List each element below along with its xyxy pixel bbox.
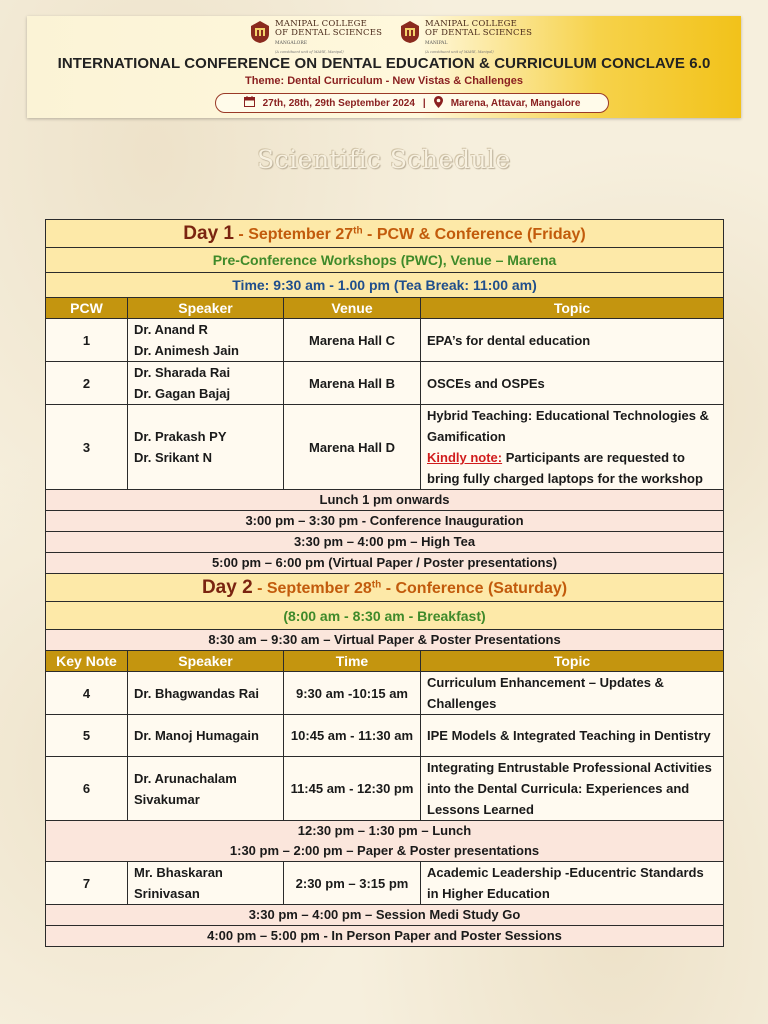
calendar-icon [244, 96, 255, 110]
speaker-name: Dr. Prakash PY [134, 429, 227, 444]
day1-heading-row [46, 220, 724, 248]
topic-cell: EPA’s for dental education [421, 319, 724, 362]
table-row [46, 319, 724, 362]
speaker-name: Dr. Animesh Jain [134, 343, 239, 358]
time-cell: 9:30 am -10:15 am [284, 672, 421, 715]
col-header-pcw: PCW [46, 298, 128, 319]
col-header-keynote: Key Note [46, 651, 128, 672]
mcods-mangalore-logo [249, 20, 382, 57]
conference-dates: 27th, 28th, 29th September 2024 [262, 97, 415, 109]
page-title: Scientific Schedule [257, 145, 511, 174]
day1-table-header [46, 298, 724, 319]
time-cell: 10:45 am - 11:30 am [284, 715, 421, 757]
college-emblem-icon [399, 20, 421, 44]
workshop-note [427, 447, 717, 489]
info-separator: | [422, 97, 426, 109]
topic-cell [421, 405, 724, 490]
day2-breakfast-row [46, 602, 724, 630]
date-venue-pill [215, 93, 609, 113]
keynote-number: 4 [46, 672, 128, 715]
day2-heading-row [46, 574, 724, 602]
day1-time-row [46, 273, 724, 298]
keynote-number: 6 [46, 757, 128, 821]
logo-line-3: MANGALORE [275, 41, 307, 46]
table-row [46, 405, 724, 490]
band-text: 8:30 am – 9:30 am – Virtual Paper & Poster Presentations [46, 630, 724, 651]
col-header-speaker: Speaker [128, 651, 284, 672]
day1-date: September 27 [248, 225, 354, 243]
pcw-number: 2 [46, 362, 128, 405]
day1-time-line: Time: 9:30 am - 1.00 pm (Tea Break: 11:00 am) [232, 277, 537, 293]
col-header-topic: Topic [421, 651, 724, 672]
pcw-number: 3 [46, 405, 128, 490]
speaker-name: Dr. Anand R [134, 322, 208, 337]
schedule-band [46, 821, 724, 862]
table-row [46, 862, 724, 905]
day1-pwc-row [46, 248, 724, 273]
table-row [46, 362, 724, 405]
day2-table-header [46, 651, 724, 672]
band-text: 3:30 pm – 4:00 pm – High Tea [46, 532, 724, 553]
day2-title: Day 2 [201, 576, 253, 598]
schedule-band [46, 532, 724, 553]
pcw-number: 1 [46, 319, 128, 362]
schedule-band [46, 553, 724, 574]
logo-line-1: MANIPAL COLLEGE [275, 19, 368, 29]
schedule-band [46, 905, 724, 926]
col-header-time: Time [284, 651, 421, 672]
speaker-cell: Mr. Bhaskaran Srinivasan [128, 862, 284, 905]
schedule-band [46, 490, 724, 511]
venue-cell: Marena Hall B [284, 362, 421, 405]
band-text: 5:00 pm – 6:00 pm (Virtual Paper / Poster presentations) [46, 553, 724, 574]
speaker-cell: Dr. Arunachalam Sivakumar [128, 757, 284, 821]
day2-separator: - [252, 579, 267, 597]
speaker-cell [128, 405, 284, 490]
speaker-cell: Dr. Manoj Humagain [128, 715, 284, 757]
venue-cell: Marena Hall D [284, 405, 421, 490]
schedule-band [46, 630, 724, 651]
location-pin-icon [434, 96, 443, 111]
note-label: Kindly note: [427, 450, 503, 465]
conference-banner [27, 16, 741, 118]
conference-venue: Marena, Attavar, Mangalore [450, 97, 581, 109]
band-text: 3:00 pm – 3:30 pm - Conference Inauguration [46, 511, 724, 532]
logo-line-2: OF DENTAL SCIENCES [275, 28, 383, 38]
day2-breakfast-line: (8:00 am - 8:30 am - Breakfast) [283, 607, 486, 624]
venue-cell: Marena Hall C [284, 319, 421, 362]
table-row [46, 672, 724, 715]
logo-line-4: (A constituent unit of MAHE, Manipal) [425, 50, 494, 54]
speaker-name: Dr. Gagan Bajaj [134, 386, 231, 401]
conference-title: INTERNATIONAL CONFERENCE ON DENTAL EDUCATION & CURRICULUM CONCLAVE 6.0 [57, 55, 711, 72]
logo-line-4: (A constituent unit of MAHE, Manipal) [275, 50, 344, 54]
keynote-number: 7 [46, 862, 128, 905]
day1-subtitle: - PCW & Conference (Friday) [362, 225, 586, 243]
table-row [46, 715, 724, 757]
day2-date: September 28 [266, 579, 372, 597]
keynote-number: 5 [46, 715, 128, 757]
col-header-speaker: Speaker [128, 298, 284, 319]
topic-cell: Integrating Entrustable Professional Activities into the Dental Curricula: Experiences and Lessons Learned [421, 757, 724, 821]
day1-separator: - [233, 225, 249, 243]
mcods-manipal-logo [399, 20, 532, 57]
logo-line-1: MANIPAL COLLEGE [425, 19, 518, 29]
band-text: 3:30 pm – 4:00 pm – Session Medi Study Go [46, 905, 724, 926]
logo-line-3: MANIPAL [425, 41, 448, 46]
time-cell: 11:45 am - 12:30 pm [284, 757, 421, 821]
topic-cell: OSCEs and OSPEs [421, 362, 724, 405]
topic-cell: Curriculum Enhancement – Updates & Challenges [421, 672, 724, 715]
day1-date-suffix: th [353, 225, 363, 237]
schedule-band [46, 511, 724, 532]
speaker-cell: Dr. Bhagwandas Rai [128, 672, 284, 715]
schedule-band [46, 926, 724, 947]
band-text: 12:30 pm – 1:30 pm – Lunch [297, 823, 472, 838]
speaker-cell [128, 319, 284, 362]
note-text: Participants are requested to bring fully charged laptops for the workshop [427, 450, 703, 486]
day1-title: Day 1 [183, 222, 234, 244]
conference-theme: Theme: Dental Curriculum - New Vistas & Challenges [245, 75, 523, 87]
col-header-venue: Venue [284, 298, 421, 319]
topic-cell: IPE Models & Integrated Teaching in Dentistry [421, 715, 724, 757]
speaker-name: Dr. Srikant N [134, 450, 213, 465]
table-row [46, 757, 724, 821]
logo-line-2: OF DENTAL SCIENCES [425, 28, 533, 38]
college-emblem-icon [249, 20, 271, 44]
topic-text: Hybrid Teaching: Educational Technologies & Gamification [427, 408, 709, 444]
time-cell: 2:30 pm – 3:15 pm [284, 862, 421, 905]
speaker-name: Dr. Sharada Rai [134, 365, 231, 380]
band-text: 4:00 pm – 5:00 pm - In Person Paper and Poster Sessions [46, 926, 724, 947]
day1-pwc-line: Pre-Conference Workshops (PWC), Venue – Marena [212, 252, 557, 268]
topic-cell: Academic Leadership -Educentric Standards in Higher Education [421, 862, 724, 905]
band-text: 1:30 pm – 2:00 pm – Paper & Poster presentations [229, 843, 540, 858]
day2-subtitle: - Conference (Saturday) [381, 579, 568, 597]
col-header-topic: Topic [421, 298, 724, 319]
speaker-cell [128, 362, 284, 405]
band-text: Lunch 1 pm onwards [46, 490, 724, 511]
day2-date-suffix: th [371, 579, 382, 591]
schedule-table [45, 219, 724, 947]
